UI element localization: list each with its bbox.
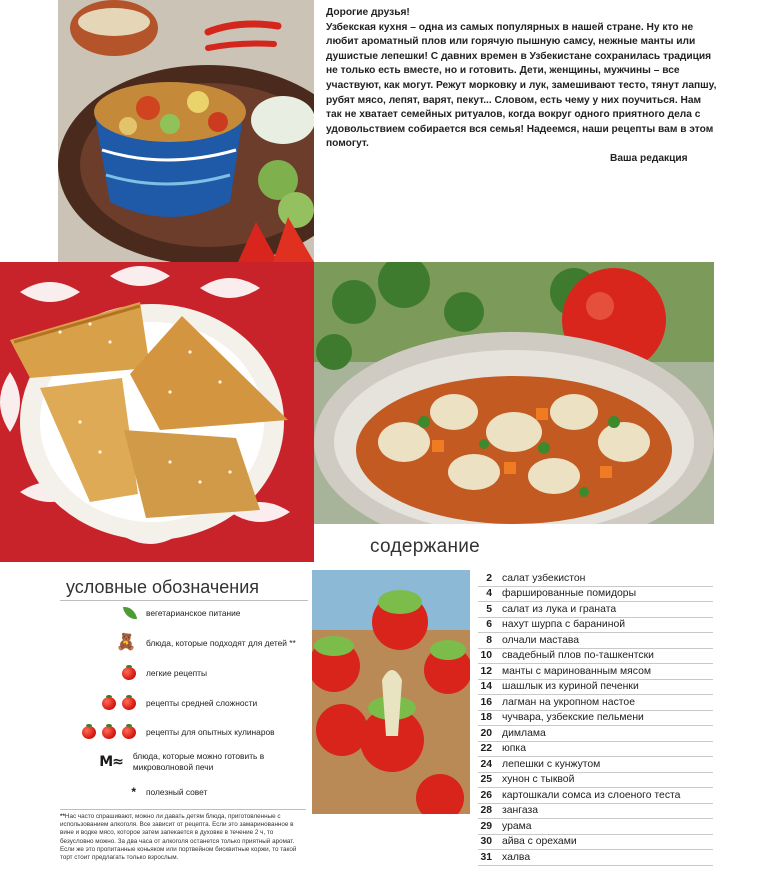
toc-row <box>478 788 713 804</box>
legend-item-microwave <box>60 751 310 773</box>
toc-page-number: 18 <box>480 712 492 724</box>
legend-item-advanced <box>60 726 310 739</box>
toc-recipe-title: димлама <box>502 727 546 739</box>
toc-row <box>478 695 713 711</box>
legend-item-medium <box>60 697 310 710</box>
tomato-icon <box>102 726 116 739</box>
contents-title: содержание <box>370 536 481 557</box>
toc-page-number: 25 <box>480 774 492 786</box>
photo-stuffed-tomatoes <box>312 570 470 814</box>
legend-item-label: рецепты средней сложности <box>146 698 258 708</box>
toc-recipe-title: олчали мастава <box>502 634 580 646</box>
toc-row <box>478 618 713 634</box>
toc-row <box>478 571 713 587</box>
toc-row <box>478 664 713 680</box>
toc-recipe-title: айва с орехами <box>502 836 577 848</box>
legend-item-label: блюда, которые можно готовить в микроволновой печи <box>132 751 265 772</box>
toc-page-number: 24 <box>480 758 492 770</box>
toc-recipe-title: хунон с тыквой <box>502 774 575 786</box>
toc-row <box>478 711 713 727</box>
legend-item-vegetarian <box>60 606 310 620</box>
toc-row <box>478 835 713 851</box>
toc-recipe-title: лагман на укропном настое <box>502 696 635 708</box>
toc-page-number: 31 <box>480 851 492 863</box>
toc-page-number: 10 <box>480 650 492 662</box>
toc-recipe-title: юпка <box>502 743 526 755</box>
toc-row <box>478 773 713 789</box>
toc-recipe-title: картошкали сомса из слоеного теста <box>502 789 681 801</box>
toc-recipe-title: нахут шурпа с бараниной <box>502 619 626 631</box>
legend-divider <box>60 600 308 601</box>
toc-page-number: 30 <box>480 836 492 848</box>
page-margin <box>714 262 769 524</box>
legend-item-easy <box>60 667 310 680</box>
toc-page-number: 5 <box>486 603 492 615</box>
toc-page-number: 16 <box>480 696 492 708</box>
toc-page-number: 4 <box>486 588 492 600</box>
toc-recipe-title: манты с маринованным мясом <box>502 665 652 677</box>
tomato-icon <box>122 697 136 710</box>
microwave-icon: M≈ <box>99 754 123 770</box>
photo-uzbek-salad <box>58 0 314 262</box>
toc-page-number: 8 <box>486 634 492 646</box>
toc-recipe-title: салат из лука и граната <box>502 603 617 615</box>
legend-title: условные обозначения <box>66 577 260 597</box>
toc-recipe-title: халва <box>502 851 531 863</box>
tomato-icon <box>102 697 116 710</box>
tomato-icon <box>122 726 136 739</box>
legend-item-label: вегетарианское питание <box>146 607 241 618</box>
toc-recipe-title: чучвара, узбекские пельмени <box>502 712 644 724</box>
toc-recipe-title: фаршированные помидоры <box>502 588 637 600</box>
toc-page-number: 26 <box>480 789 492 801</box>
tomato-icon <box>122 667 136 680</box>
toc-row <box>478 819 713 835</box>
legend-item-label: блюда, которые подходят для детей ** <box>146 637 296 648</box>
toc-row <box>478 633 713 649</box>
table-of-contents <box>478 571 713 866</box>
photo-chuchvara-soup <box>314 262 714 524</box>
toc-recipe-title: зангаза <box>502 805 539 817</box>
legend-item-label: полезный совет <box>146 786 208 797</box>
leaf-icon <box>123 605 137 621</box>
toc-page-number: 14 <box>480 681 492 693</box>
toc-row <box>478 726 713 742</box>
toc-recipe-title: лепешки с кунжутом <box>502 758 601 770</box>
toc-row <box>478 680 713 696</box>
toc-page-number: 28 <box>480 805 492 817</box>
toc-row <box>478 587 713 603</box>
toc-row <box>478 850 713 866</box>
toc-page-number: 2 <box>486 572 492 584</box>
toc-row <box>478 649 713 665</box>
toc-recipe-title: урама <box>502 820 532 832</box>
legend-item-label: легкие рецепты <box>146 668 207 678</box>
teddy-bear-icon: 🧸 <box>116 634 136 651</box>
toc-page-number: 20 <box>480 727 492 739</box>
toc-row <box>478 757 713 773</box>
toc-page-number: 29 <box>480 820 492 832</box>
toc-page-number: 12 <box>480 665 492 677</box>
tomato-icon <box>82 726 96 739</box>
toc-page-number: 6 <box>486 619 492 631</box>
legend-item-kids <box>60 635 310 651</box>
toc-recipe-title: свадебный плов по-ташкентски <box>502 650 654 662</box>
star-icon: * <box>131 785 136 799</box>
footnote-text: Нас часто спрашивают, можно ли давать детям блюда, приготовленные с использованием алкоголя. Все зависит от рецепта. Если это замаринованное в вине и водке мясо, которое затем запекается в духовке в течение 2 ч, то безусловно можно. За два часа от алкоголя останется только приятный аромат. Если же это пропитанные коньяком или портвейном бисквитные коржи, то такой торт стоит предлагать только взрослым. <box>60 813 297 862</box>
toc-row <box>478 742 713 758</box>
editorial-intro <box>326 6 718 152</box>
toc-row <box>478 804 713 820</box>
editorial-signature: Ваша редакция <box>610 153 688 164</box>
footnote-marker: ** <box>60 813 65 820</box>
legend-item-tip <box>60 785 310 799</box>
legend-item-label: рецепты для опытных кулинаров <box>146 727 275 737</box>
toc-page-number: 22 <box>480 743 492 755</box>
toc-recipe-title: салат узбекистон <box>502 572 586 584</box>
photo-samsa-plate <box>0 262 314 562</box>
toc-row <box>478 602 713 618</box>
intro-body: Узбекская кухня – одна из самых популярных в нашей стране. Ну кто не любит ароматный плов или горячую пышную самсу, нежные манты или душистые лепешки! С давних времен в Узбекистане сохранилась традиция не только есть вместе, но и готовить. Дети, женщины, мужчины – все участвуют, как могут. Режут морковку и лук, замешивают тесто, тянут лапшу, рубят мясо, лепят, варят, пекут... Словом, есть чему у них поучиться. Нам так не хватает семейных ритуалов, когда вокруг одного приятного дела с удовольствием собирается вся семья! Надеемся, наши рецепты вам в этом помогут. <box>326 21 717 150</box>
toc-recipe-title: шашлык из куриной печенки <box>502 681 639 693</box>
footnote <box>60 809 306 862</box>
intro-greeting: Дорогие друзья! <box>326 7 410 18</box>
